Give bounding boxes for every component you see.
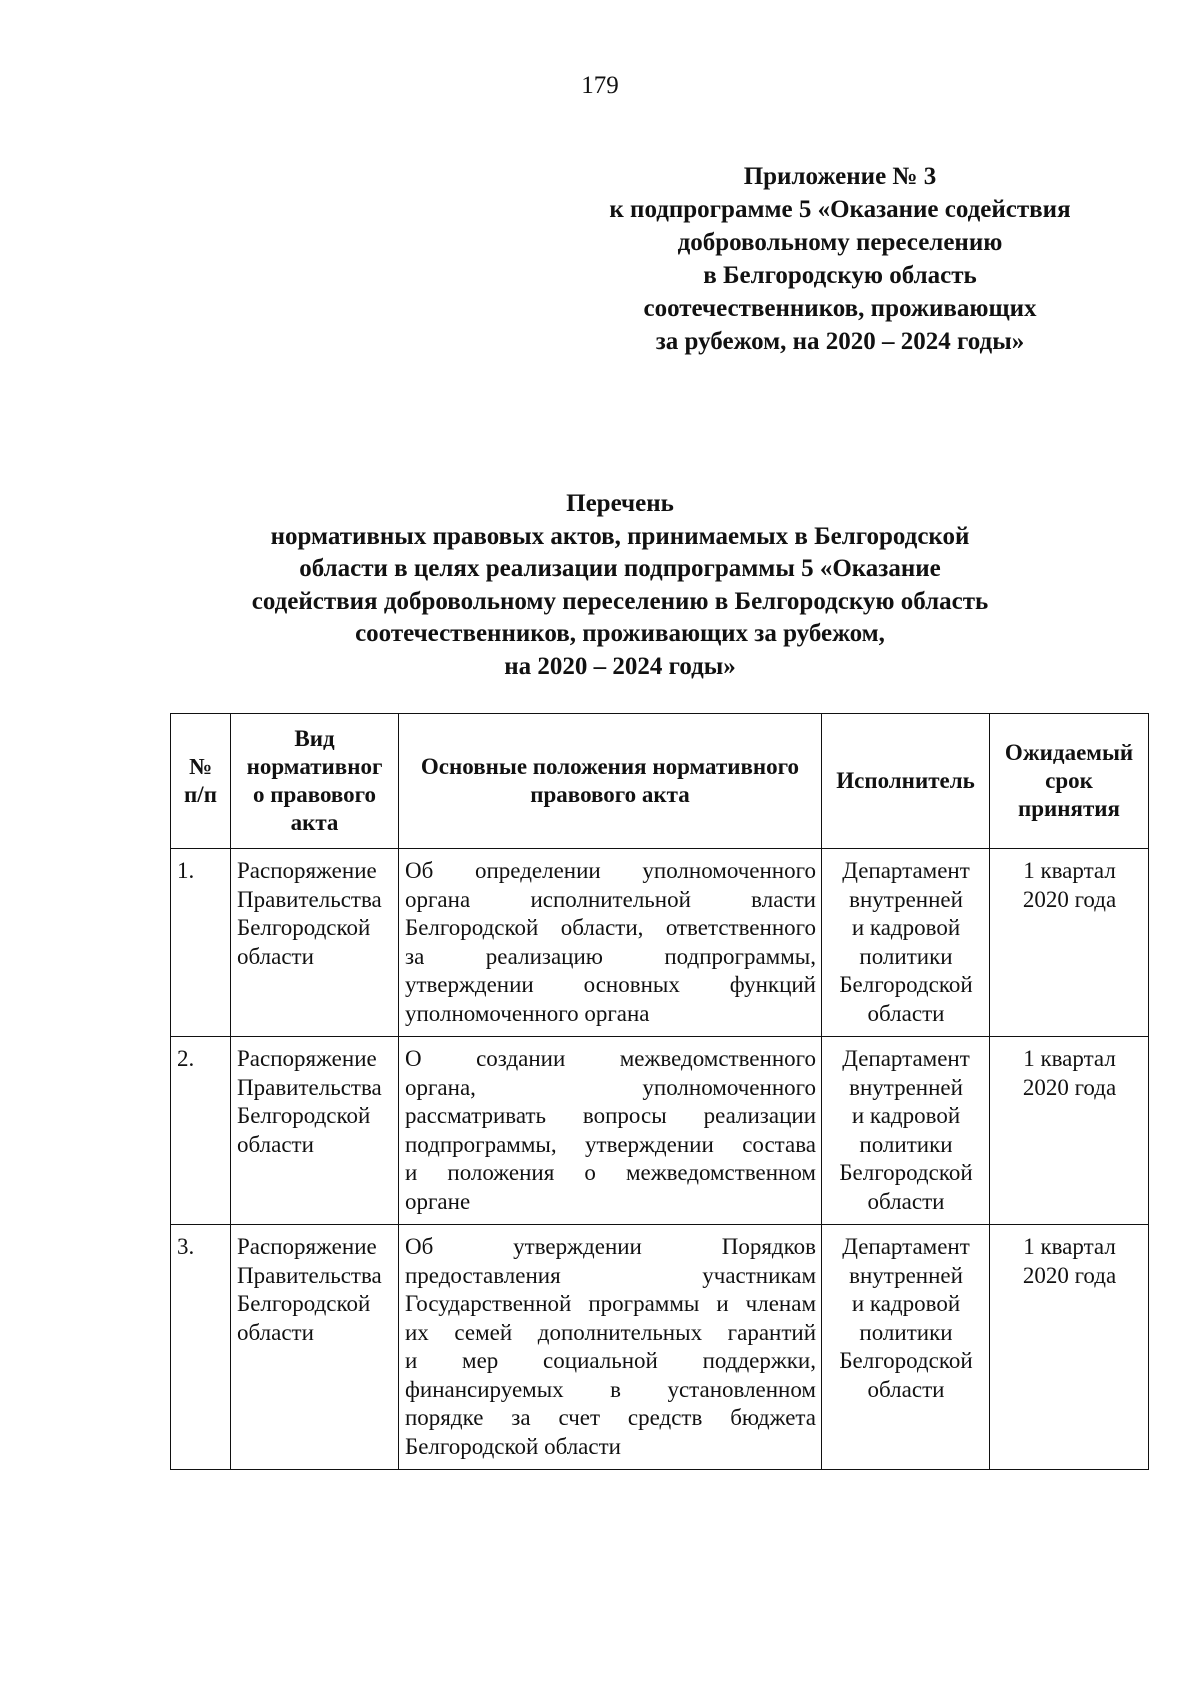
text-line: порядке за счет средств бюджета [405, 1405, 816, 1430]
cell-act-type [231, 849, 399, 1037]
header-number [171, 714, 231, 849]
text-line: за реализацию подпрограммы, [405, 943, 816, 969]
text-line: 2020 года [1022, 886, 1117, 912]
appendix-line: добровольному переселению [677, 229, 1003, 256]
text-line: Белгородской [839, 1348, 973, 1373]
title-line: содействия добровольному переселению в Белгородскую область [251, 587, 989, 615]
text-line: нормативног [246, 754, 383, 779]
table-row [171, 849, 1149, 1037]
text-line: подпрограммы, утверждении состава [405, 1131, 816, 1157]
text-line: Белгородской [839, 972, 973, 997]
text-line: Правительства [237, 1074, 382, 1100]
text-line: области [237, 943, 314, 969]
text-line: Об утверждении Порядков [405, 1234, 816, 1259]
text-line: финансируемых в установленном [405, 1376, 816, 1402]
text-line: № [188, 754, 213, 779]
text-line: акта [290, 810, 339, 835]
text-line: Вид [294, 726, 335, 751]
text-line: органа исполнительной власти [405, 886, 816, 912]
cell-number: 1. [171, 849, 231, 1037]
text-line: 2020 года [1022, 1074, 1117, 1100]
cell-provisions [399, 849, 822, 1037]
text-line: и мер социальной поддержки, [405, 1348, 816, 1373]
text-line: Белгородской [237, 1291, 371, 1316]
title-line: Перечень [566, 490, 674, 517]
text-line: Белгородской области, ответственного [405, 915, 816, 940]
text-line: уполномоченного органа [405, 1000, 650, 1026]
text-line: внутренней [849, 1074, 963, 1100]
appendix-heading [560, 160, 1120, 358]
text-line: Распоряжение [237, 1046, 377, 1071]
text-line: Департамент [842, 1046, 970, 1071]
text-line: политики [859, 1319, 953, 1345]
text-line: 1 квартал [1023, 1046, 1116, 1071]
title-line: области в целях реализации подпрограммы 5 «Оказание [299, 555, 941, 582]
text-line: области [237, 1319, 314, 1345]
text-line: Об определении уполномоченного [405, 858, 816, 883]
text-line: утверждении основных функций [405, 972, 816, 997]
title-line: нормативных правовых актов, принимаемых в Белгородской [270, 522, 970, 550]
text-line: Ожидаемый [1004, 740, 1134, 765]
table-row [171, 1037, 1149, 1225]
text-line: Белгородской области [405, 1433, 621, 1459]
text-line: области [867, 1376, 945, 1402]
text-line: и кадровой [851, 915, 961, 940]
text-line: предоставления участникам [405, 1262, 816, 1288]
text-line: Белгородской [237, 915, 371, 940]
text-line: внутренней [849, 886, 963, 912]
text-line: 2020 года [1022, 1262, 1117, 1288]
cell-act-type [231, 1225, 399, 1470]
text-line: принятия [1018, 796, 1120, 821]
text-line: области [867, 1188, 945, 1214]
text-line: и кадровой [851, 1291, 961, 1316]
cell-provisions [399, 1225, 822, 1470]
text-line: Правительства [237, 886, 382, 912]
text-line: Правительства [237, 1262, 382, 1288]
header-provisions [399, 714, 822, 849]
cell-executor [822, 849, 990, 1037]
text-line: области [867, 1000, 945, 1026]
header-act-type [231, 714, 399, 849]
cell-number: 2. [171, 1037, 231, 1225]
cell-act-type [231, 1037, 399, 1225]
text-line: их семей дополнительных гарантий [405, 1319, 816, 1345]
cell-term [990, 1225, 1149, 1470]
header-executor [822, 714, 990, 849]
text-line: п/п [184, 782, 217, 807]
cell-term [990, 1037, 1149, 1225]
text-line: рассматривать вопросы реализации [405, 1103, 816, 1128]
text-line: политики [859, 1131, 953, 1157]
text-line: срок [1045, 768, 1093, 793]
text-line: Распоряжение [237, 858, 377, 883]
cell-executor [822, 1037, 990, 1225]
text-line: области [237, 1131, 314, 1157]
text-line: и положения о межведомственном [405, 1160, 816, 1185]
table-row [171, 1225, 1149, 1470]
appendix-line: за рубежом, на 2020 – 2024 годы» [655, 328, 1025, 355]
text-line: и кадровой [851, 1103, 961, 1128]
text-line: Распоряжение [237, 1234, 377, 1259]
title-line: на 2020 – 2024 годы» [504, 652, 736, 680]
cell-number: 3. [171, 1225, 231, 1470]
text-line: 1 квартал [1023, 1234, 1116, 1259]
text-line: 1 квартал [1023, 858, 1116, 883]
table-header-row [171, 714, 1149, 849]
text-line: органе [405, 1188, 471, 1214]
cell-executor [822, 1225, 990, 1470]
appendix-line: Приложение № 3 [743, 163, 937, 190]
text-line: политики [859, 943, 953, 969]
cell-provisions [399, 1037, 822, 1225]
text-line: органа, уполномоченного [405, 1074, 816, 1100]
text-line: Государственной программы и членам [405, 1291, 816, 1316]
text-line: Белгородской [237, 1103, 371, 1128]
text-line: правового акта [530, 782, 690, 807]
appendix-line: к подпрограмме 5 «Оказание содействия [609, 196, 1071, 223]
document-title [150, 488, 1090, 683]
page-number: 179 [581, 72, 619, 99]
text-line: Белгородской [839, 1160, 973, 1185]
appendix-line: соотечественников, проживающих [643, 295, 1037, 322]
text-line: Департамент [842, 1234, 970, 1259]
legal-acts-table [170, 713, 1149, 1470]
appendix-line: в Белгородскую область [703, 262, 977, 289]
text-line: о правового [252, 782, 377, 807]
title-line: соотечественников, проживающих за рубежом, [355, 620, 885, 647]
text-line: Исполнитель [836, 768, 975, 793]
text-line: О создании межведомственного [405, 1046, 816, 1071]
table-body [171, 849, 1149, 1470]
header-term [990, 714, 1149, 849]
cell-term [990, 849, 1149, 1037]
text-line: внутренней [849, 1262, 963, 1288]
text-line: Департамент [842, 858, 970, 883]
text-line: Основные положения нормативного [420, 754, 800, 779]
